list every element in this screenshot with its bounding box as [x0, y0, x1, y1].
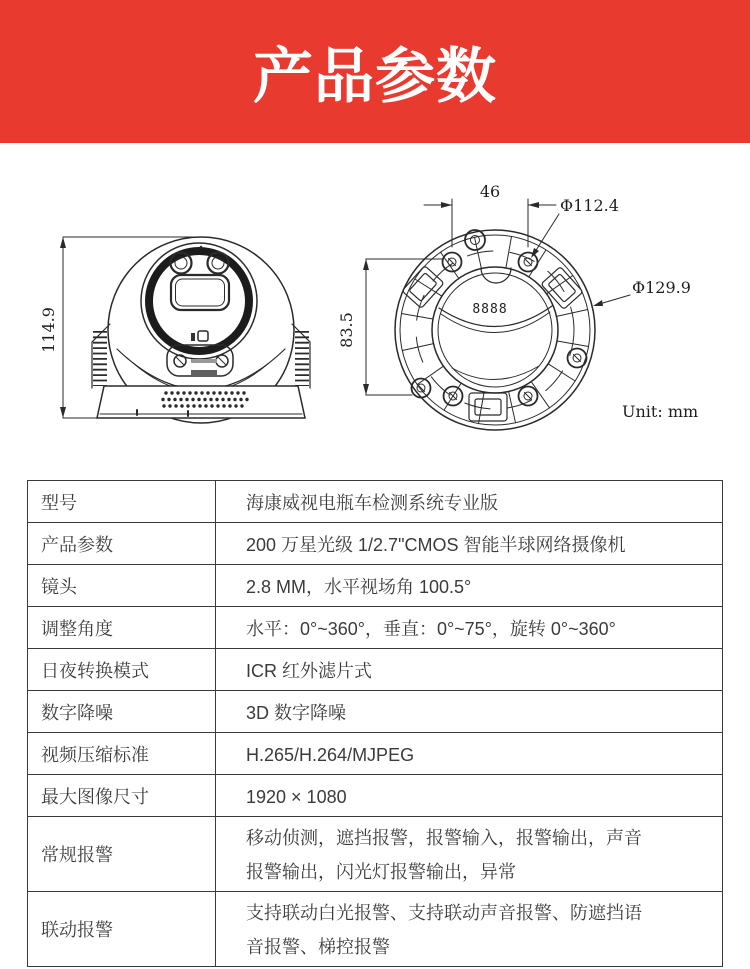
spec-value: 1920 × 1080 — [216, 775, 723, 817]
outer-dia-label: Φ129.9 — [632, 278, 691, 297]
spec-value: 2.8 MM，水平视场角 100.5° — [216, 565, 723, 607]
table-row — [28, 649, 723, 691]
table-row — [28, 817, 723, 892]
spec-value: 支持联动白光报警、支持联动声音报警、防遮挡语音报警、梯控报警 — [216, 892, 723, 967]
base-side-dim-label: 83.5 — [337, 312, 356, 348]
spec-label: 联动报警 — [28, 892, 216, 967]
spec-table — [27, 480, 723, 967]
table-row — [28, 892, 723, 967]
spec-label: 常规报警 — [28, 817, 216, 892]
spec-value: 3D 数字降噪 — [216, 691, 723, 733]
spec-label: 产品参数 — [28, 523, 216, 565]
spec-label: 最大图像尺寸 — [28, 775, 216, 817]
front-height-dim-label: 114.9 — [39, 307, 58, 353]
bolt-circle-dia-label: Φ112.4 — [560, 196, 619, 215]
table-row — [28, 775, 723, 817]
unit-label: Unit: mm — [622, 402, 699, 421]
spec-label: 视频压缩标准 — [28, 733, 216, 775]
front-view-drawing — [39, 237, 310, 423]
spec-label: 调整角度 — [28, 607, 216, 649]
spec-value: 200 万星光级 1/2.7"CMOS 智能半球网络摄像机 — [216, 523, 723, 565]
table-row — [28, 481, 723, 523]
spec-label: 镜头 — [28, 565, 216, 607]
base-top-dim-label: 46 — [479, 182, 501, 201]
technical-drawing — [0, 145, 750, 475]
spec-value: 海康威视电瓶车检测系统专业版 — [216, 481, 723, 523]
table-row — [28, 565, 723, 607]
table-row — [28, 733, 723, 775]
page-title: 产品参数 — [253, 42, 497, 110]
spec-value: 水平：0°~360°，垂直：0°~75°，旋转 0°~360° — [216, 607, 723, 649]
spec-value: 移动侦测，遮挡报警，报警输入，报警输出，声音报警输出，闪光灯报警输出，异常 — [216, 817, 723, 892]
spec-value: ICR 红外滤片式 — [216, 649, 723, 691]
base-view-drawing — [337, 182, 698, 430]
spec-label: 数字降噪 — [28, 691, 216, 733]
header-banner — [0, 0, 750, 143]
table-row — [28, 607, 723, 649]
table-row — [28, 523, 723, 565]
spec-value: H.265/H.264/MJPEG — [216, 733, 723, 775]
spec-label: 型号 — [28, 481, 216, 523]
segment-display-code: 8888 — [472, 302, 508, 317]
spec-label: 日夜转换模式 — [28, 649, 216, 691]
table-row — [28, 691, 723, 733]
